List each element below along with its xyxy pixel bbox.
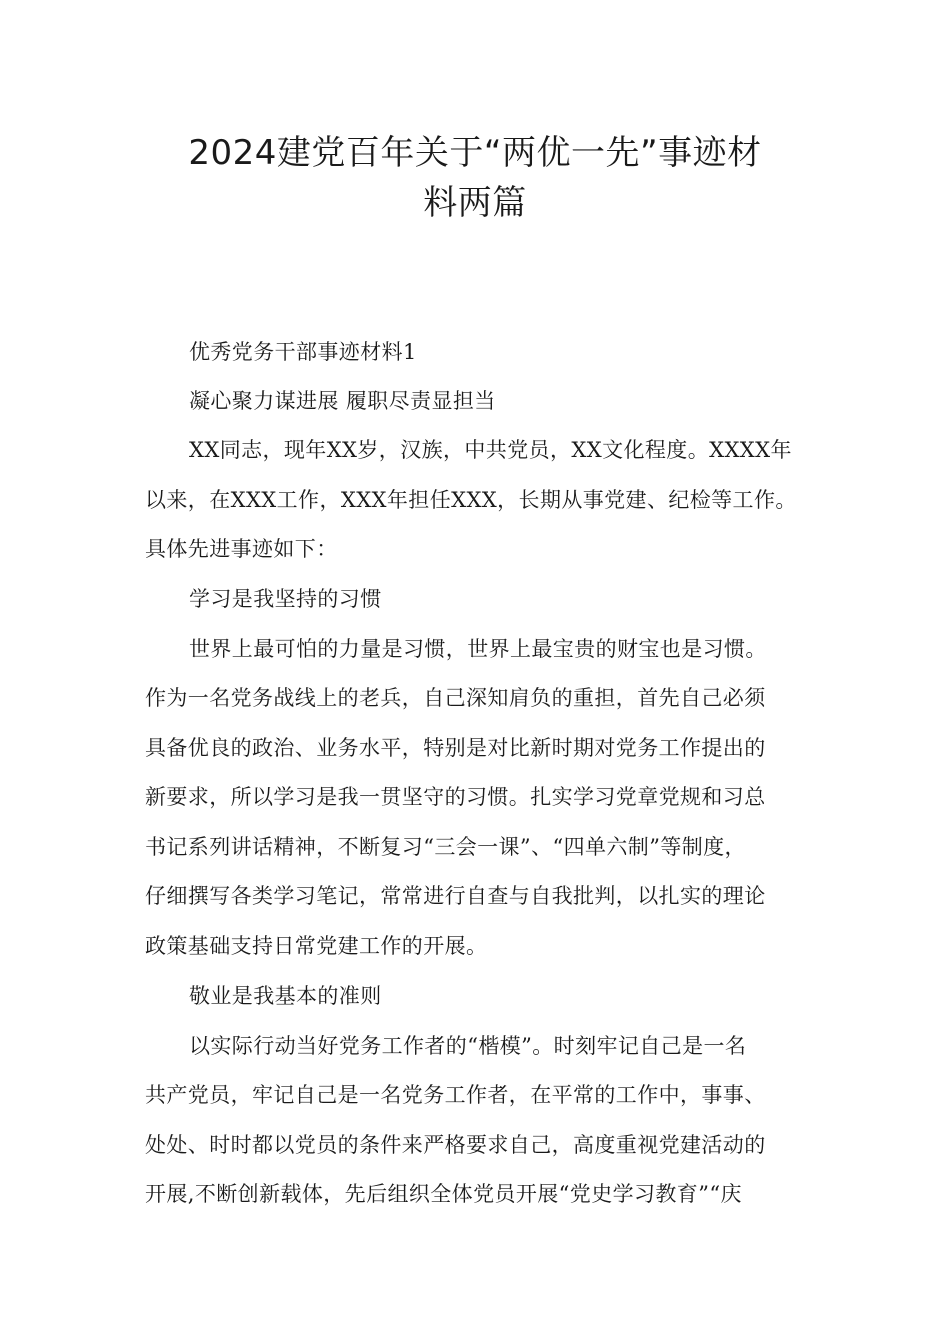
paragraph-line: 开展,不断创新载体，先后组织全体党员开展“党史学习教育”“庆 — [145, 1182, 742, 1206]
paragraph-line: 仔细撰写各类学习笔记，常常进行自查与自我批判，以扎实的理论 — [145, 884, 766, 908]
section-heading: 优秀党务干部事迹材料1 — [189, 340, 417, 364]
paragraph-line: 具备优良的政治、业务水平，特别是对比新时期对党务工作提出的 — [145, 736, 766, 760]
paragraph-line: 处处、时时都以党员的条件来严格要求自己，高度重视党建活动的 — [145, 1133, 766, 1157]
paragraph-line: 政策基础支持日常党建工作的开展。 — [145, 934, 488, 958]
paragraph-line: 以来，在XXX工作，XXX年担任XXX，长期从事党建、纪检等工作。 — [145, 488, 797, 512]
document-title — [130, 128, 820, 228]
subheading: 敬业是我基本的准则 — [189, 984, 382, 1008]
paragraph-line: 具体先进事迹如下： — [145, 537, 338, 561]
title-line-1: 2024建党百年关于“两优一先”事迹材 — [188, 133, 762, 173]
paragraph-line: 书记系列讲话精神，不断复习“三会一课”、“四单六制”等制度， — [145, 835, 746, 859]
paragraph-line: 共产党员，牢记自己是一名党务工作者，在平常的工作中，事事、 — [145, 1083, 766, 1107]
paragraph-line: XX同志，现年XX岁，汉族，中共党员，XX文化程度。XXXX年 — [189, 438, 792, 462]
title-line-2: 料两篇 — [423, 183, 527, 223]
section-subtitle: 凝心聚力谋进展 履职尽责显担当 — [189, 389, 496, 413]
paragraph-line: 新要求，所以学习是我一贯坚守的习惯。扎实学习党章党规和习总 — [145, 785, 766, 809]
paragraph-line: 世界上最可怕的力量是习惯，世界上最宝贵的财宝也是习惯。 — [189, 637, 767, 661]
paragraph-line: 作为一名党务战线上的老兵，自己深知肩负的重担，首先自己必须 — [145, 686, 766, 710]
paragraph-line: 以实际行动当好党务工作者的“楷模”。时刻牢记自己是一名 — [189, 1034, 747, 1058]
subheading: 学习是我坚持的习惯 — [189, 587, 382, 611]
